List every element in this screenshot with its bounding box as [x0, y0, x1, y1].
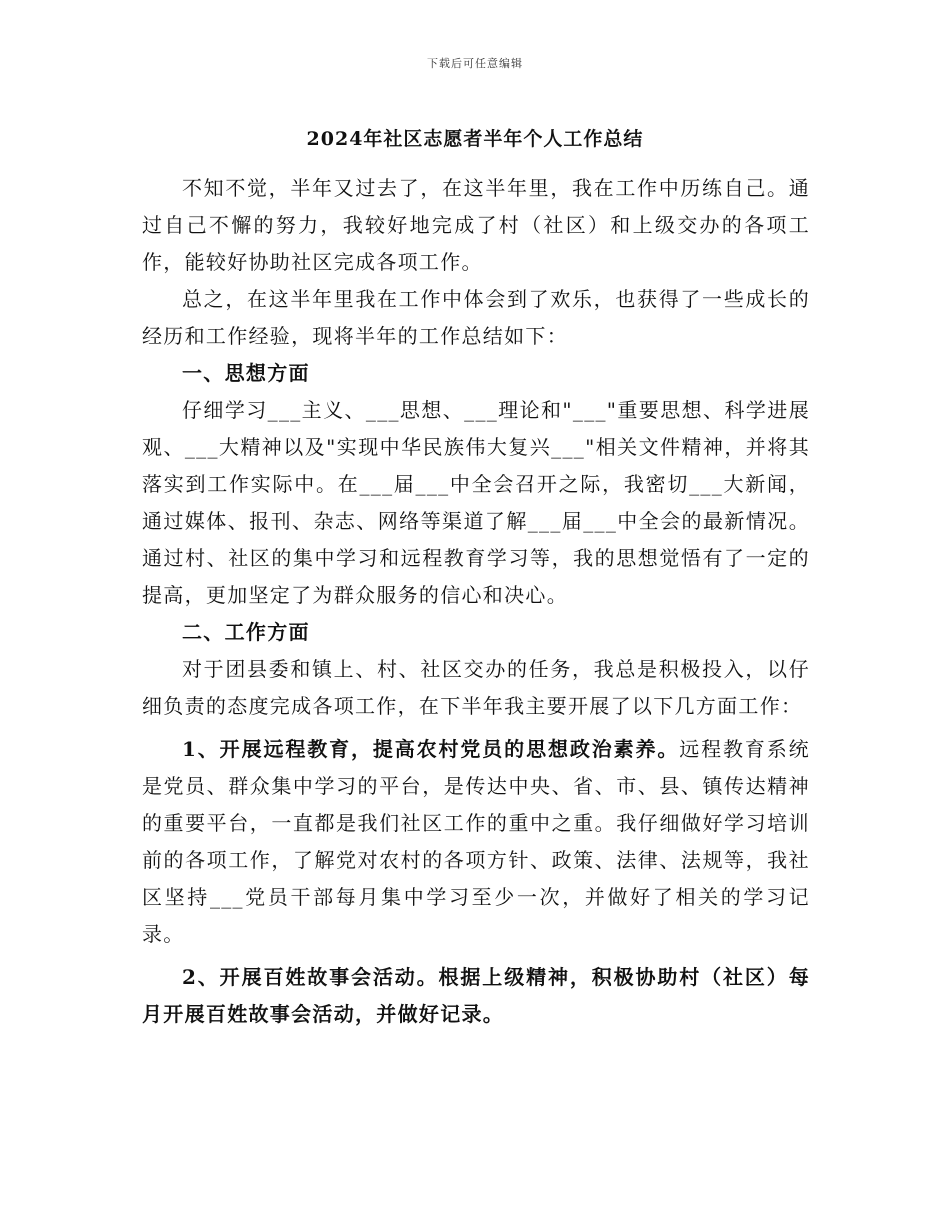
- section-heading-thought: 一、思想方面: [182, 361, 310, 385]
- header-note: 下载后可任意编辑: [427, 57, 523, 70]
- document-title: 2024年社区志愿者半年个人工作总结: [306, 128, 644, 150]
- section-heading-work: 二、工作方面: [182, 620, 310, 644]
- paragraph-work: 对于团县委和镇上、村、社区交办的任务，我总是积极投入，以仔细负责的态度完成各项工作，在下半年我主要开展了以下几方面工作：: [142, 657, 810, 718]
- document-body: [142, 170, 810, 1033]
- paragraph-thought: 仔细学习___主义、___思想、___理论和"___"重要思想、科学进展观、___大精神以及"实现中华民族伟大复兴___"相关文件精神，并将其落实到工作实际中。在___届___中全会召开之际，我密切___大新闻，通过媒体、报刊、杂志、网络等渠道了解___届___中全会的最新情况。通过村、社区的集中学习和远程教育学习等，我的思想觉悟有了一定的提高，更加坚定了为群众服务的信心和决心。: [142, 398, 810, 607]
- paragraph-story-meeting: 2、开展百姓故事会活动。根据上级精神，积极协助村（社区）每月开展百姓故事会活动，并做好记录。: [142, 965, 810, 1026]
- paragraph-intro: 不知不觉，半年又过去了，在这半年里，我在工作中历练自己。通过自己不懈的努力，我较好地完成了村（社区）和上级交办的各项工作，能较好协助社区完成各项工作。: [142, 176, 810, 274]
- remote-education-text: 远程教育系统是党员、群众集中学习的平台，是传达中央、省、市、县、镇传达精神的重要平台，一直都是我们社区工作的重中之重。我仔细做好学习培训前的各项工作，了解党对农村的各项方针、政策、法律、法规等，我社区坚持___党员干部每月集中学习至少一次，并做好了相关的学习记录。: [142, 737, 810, 946]
- remote-education-lead: 1、开展远程教育，提高农村党员的思想政治素养。: [182, 737, 680, 761]
- paragraph-remote-education: [142, 731, 810, 953]
- paragraph-summary: 总之，在这半年里我在工作中体会到了欢乐，也获得了一些成长的经历和工作经验，现将半年的工作总结如下：: [142, 287, 810, 348]
